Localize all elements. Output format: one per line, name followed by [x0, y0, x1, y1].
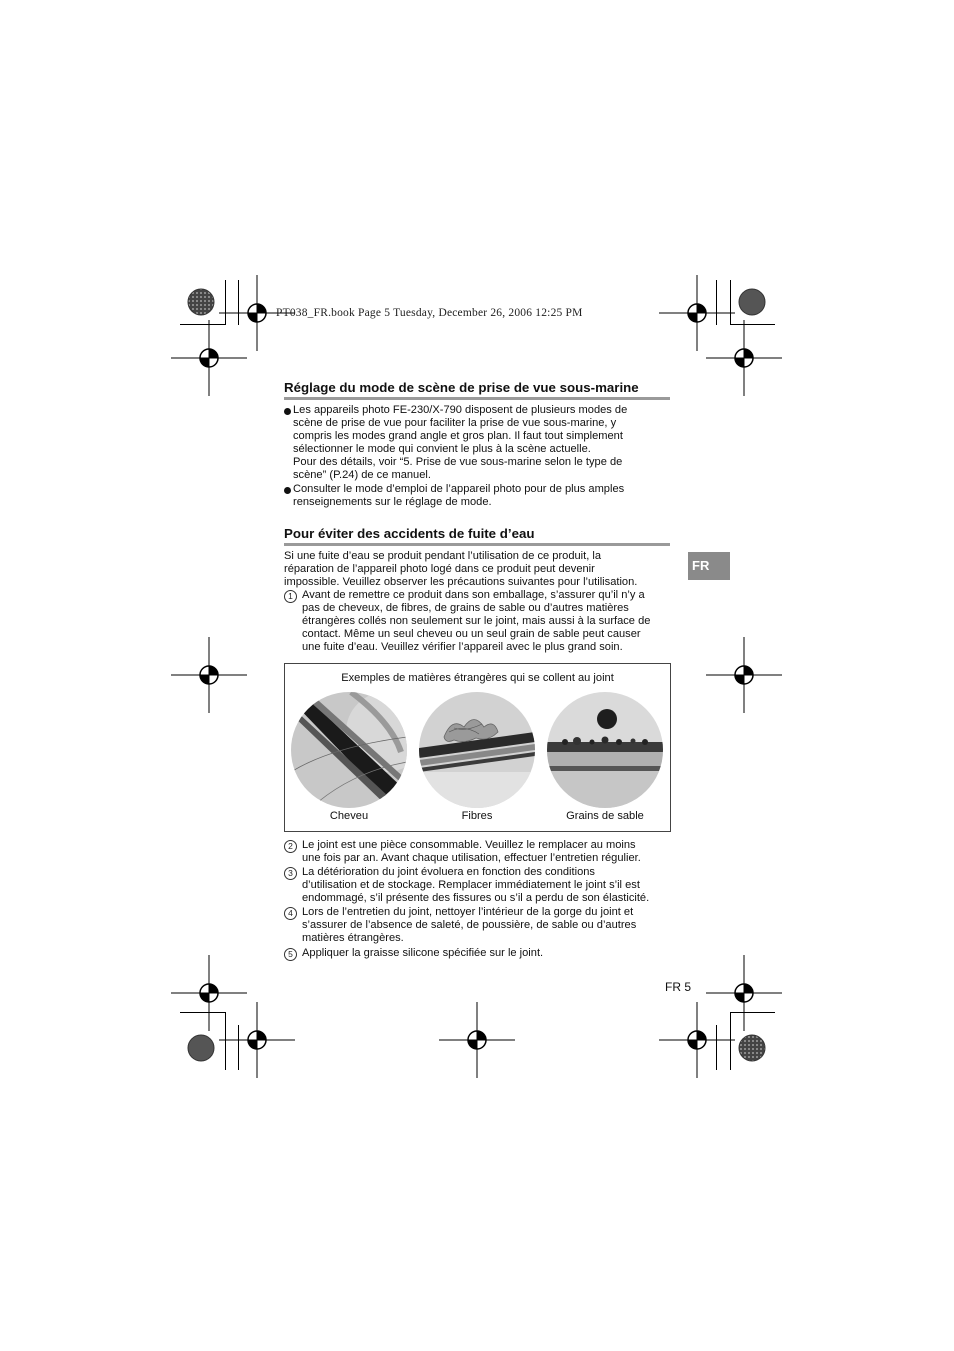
print-header-line: PT038_FR.book Page 5 Tuesday, December 26, 2006 12:25 PM — [276, 307, 583, 319]
figure-caption-sand: Grains de sable — [566, 810, 644, 822]
numbered-item-4: 4 Lors de l’entretien du joint, nettoyer l’intérieur de la gorge du joint et s’assurer de l’absence de saleté, de poussière, de sable ou d’autres matières étrangères. — [284, 906, 676, 945]
bullet-dot-icon — [284, 408, 291, 415]
language-tab: FR — [688, 552, 730, 580]
circled-number-icon: 2 — [284, 840, 297, 853]
figure-title: Exemples de matières étrangères qui se collent au joint — [341, 672, 614, 684]
hair-photo — [291, 692, 407, 808]
circled-number-icon: 1 — [284, 590, 297, 603]
figure-caption-hair: Cheveu — [329, 810, 369, 822]
section-title-water-leak: Pour éviter des accidents de fuite d’eau — [284, 526, 670, 546]
numbered-item-3: 3 La détérioration du joint évoluera en fonction des conditions d’utilisation et de stockage. Remplacer immédiatement le joint s’il est endommagé, s’il présente des fissures ou s’il a perdu de son élasticité. — [284, 866, 676, 905]
figure-caption-fibres: Fibres — [461, 810, 493, 822]
foreign-matter-figure — [284, 663, 671, 832]
page-number: FR 5 — [665, 980, 692, 994]
numbered-item-1: 1 Avant de remettre ce produit dans son emballage, s’assurer qu’il n’y a pas de cheveux, de fibres, de grains de sable ou d’autres matières étrangères collés non seulement sur le joint, mais aussi à la surface de contact. Même un seul cheveu ou un seul grain de sable peut causer une fuite d’eau. Veuillez vérifier l’appareil avec le plus grand soin. — [284, 589, 676, 654]
circled-number-icon: 4 — [284, 907, 297, 920]
numbered-item-2: 2 Le joint est une pièce consommable. Veuillez le remplacer au moins une fois par an. Avant chaque utilisation, effectuer l’entretien régulier. — [284, 839, 676, 865]
circled-number-icon: 5 — [284, 948, 297, 961]
bullet-item: Les appareils photo FE-230/X-790 disposent de plusieurs modes de scène de prise de vue pour faciliter la prise de vue sous-marine, y compris les modes grand angle et gros plan. Il faut tout simplement sélectionner le mode qui convient le plus à la scène actuelle. Pour des détails, voir “5. Prise de vue sous-marine selon le type de scène” (P.24) de ce manuel. — [284, 404, 674, 481]
bullet-item: Consulter le mode d’emploi de l’appareil photo pour de plus amples renseignements sur le réglage de mode. — [284, 483, 674, 509]
sand-grains-photo — [547, 692, 663, 808]
section-title-scene-mode: Réglage du mode de scène de prise de vue sous-marine — [284, 380, 670, 400]
bullet-dot-icon — [284, 487, 291, 494]
intro-paragraph: Si une fuite d’eau se produit pendant l’utilisation de ce produit, la réparation de l’appareil photo logé dans ce produit peut devenir impossible. Veuillez observer les précautions suivantes pour l’utilisation. — [284, 550, 638, 588]
numbered-item-5: 5 Appliquer la graisse silicone spécifiée sur le joint. — [284, 947, 676, 960]
fibres-photo — [419, 692, 535, 808]
circled-number-icon: 3 — [284, 867, 297, 880]
